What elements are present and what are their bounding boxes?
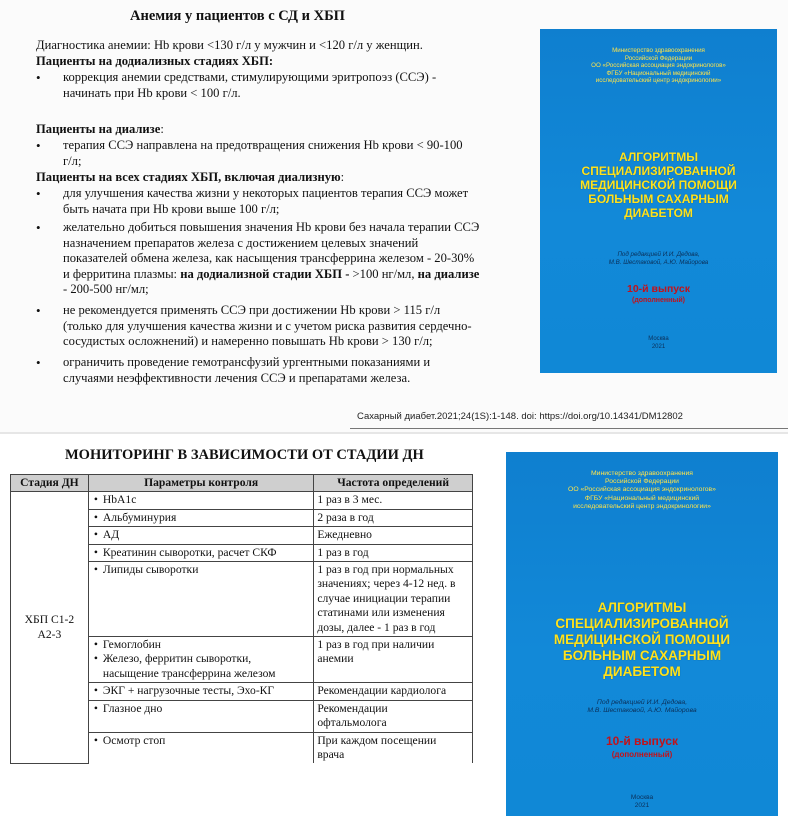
- freq-line: 1 раз в год при нормальных: [317, 563, 454, 577]
- freq-cell: [314, 562, 473, 637]
- cover-city-name: Москва: [648, 336, 669, 342]
- editor-line: Под редакцией И.И. Дедова,: [617, 251, 700, 258]
- bullet-line: - 200-500 нг/мл;: [63, 282, 149, 297]
- bullet-iron-therapy: [63, 220, 499, 298]
- param-cell: [88, 637, 313, 683]
- param-item: • Креатинин сыворотки, расчет СКФ: [103, 546, 310, 560]
- table-row: [11, 492, 473, 509]
- publisher-line: Российской Федерации: [624, 54, 693, 62]
- bullet-line: показателей обмена железа, как насыщения трансферрина железом - 20-30%: [63, 251, 475, 266]
- cover-title-line: СПЕЦИАЛИЗИРОВАННОЙ: [581, 164, 736, 178]
- bullet-line: г/л;: [63, 153, 82, 168]
- cover-title-line: ДИАБЕТОМ: [624, 206, 693, 220]
- cover-title-line: БОЛЬНЫМ САХАРНЫМ: [588, 192, 729, 206]
- book-cover-top: [540, 29, 777, 373]
- ferritin-dialysis: на диализе: [417, 266, 480, 281]
- freq-line: врача: [317, 747, 345, 761]
- bullet-line: • терапия ССЭ направлена на предотвращения снижения Hb крови < 90-100: [63, 138, 463, 152]
- section-header-all-stages: [36, 170, 344, 186]
- publisher-line: ФГБУ «Национальный медицинский: [606, 69, 711, 77]
- param-cell: [88, 527, 313, 544]
- freq-cell: [314, 527, 473, 544]
- publisher-line: ОО «Российская ассоциация эндокринологов»: [568, 486, 716, 494]
- bullet-dialysis: [63, 138, 499, 169]
- freq-line: 1 раз в 3 мес.: [317, 493, 383, 507]
- freq-cell: [314, 492, 473, 509]
- param-item: • HbA1c: [103, 493, 310, 507]
- bullet-transfusion: [63, 355, 499, 386]
- header-colon: :: [340, 170, 345, 184]
- param-item: • Осмотр стоп: [103, 734, 310, 748]
- bullet-no-esa: [63, 303, 499, 350]
- ferritin-text: и ферритина плазмы:: [63, 266, 181, 281]
- freq-line: случае инициации терапии: [317, 591, 451, 605]
- freq-line: Рекомендации: [317, 701, 388, 715]
- freq-line: 2 раза в год: [317, 510, 374, 524]
- publisher-line: ФГБУ «Национальный медицинский: [584, 494, 700, 502]
- freq-line: офтальмолога: [317, 716, 387, 730]
- param-item-line: Железо, ферритин сыворотки,: [102, 652, 252, 666]
- bullet-line: назначением препаратов железа с достижением целевых значений: [63, 235, 419, 250]
- cover-year: 2021: [634, 802, 650, 809]
- section-header-predialysis: Пациенты на додиализных стадиях ХБП:: [36, 54, 274, 68]
- freq-line: 1 раз в год при наличии: [317, 638, 435, 652]
- freq-line: Рекомендации кардиолога: [317, 684, 447, 698]
- diagnosis-text: Диагностика анемии: Hb крови <130 г/л у мужчин и <120 г/л у женщин.: [36, 38, 423, 52]
- param-item: • Альбуминурия: [103, 511, 310, 525]
- header-stage: Стадия ДН: [11, 475, 89, 492]
- bullet-quality-of-life: [63, 186, 499, 217]
- cover-city: [540, 335, 777, 351]
- freq-cell: [314, 700, 473, 732]
- bullet-line: сосудистых осложнений) и намеренно повышать Hb крови > 130 г/л;: [63, 334, 433, 349]
- stage-cell: [11, 492, 89, 763]
- cover-city-name: Москва: [630, 794, 654, 801]
- param-cell: [88, 700, 313, 732]
- slide-title-monitoring: МОНИТОРИНГ В ЗАВИСИМОСТИ ОТ СТАДИИ ДН: [65, 447, 424, 463]
- cover-title-line: ДИАБЕТОМ: [603, 664, 681, 679]
- section-header-dialysis: [36, 122, 164, 138]
- publisher-line: Российской Федерации: [605, 478, 679, 486]
- publisher-line: Министерство здравоохранения: [591, 470, 693, 477]
- editor-line: Под редакцией И.И. Дедова,: [596, 699, 688, 706]
- citation-underline: [350, 428, 788, 429]
- cover-title: [506, 600, 778, 680]
- cover-title-line: АЛГОРИТМЫ: [597, 600, 687, 615]
- param-item: [103, 652, 310, 681]
- param-cell: [88, 683, 313, 700]
- param-item: • ЭКГ + нагрузочные тесты, Эхо-КГ: [103, 684, 310, 698]
- cover-issue: 10-й выпуск: [627, 283, 690, 295]
- bullet-predialysis: [63, 70, 499, 101]
- bullet-line: • ограничить проведение гемотрансфузий ургентными показаниями и: [63, 355, 431, 369]
- header-colon: :: [160, 122, 164, 136]
- table-header-row: [11, 475, 473, 492]
- freq-line: дозы, далее - 1 раз в год: [317, 620, 436, 634]
- section-header-all-stages-text: Пациенты на всех стадиях ХБП, включая диализную: [36, 170, 341, 184]
- cover-title-line: БОЛЬНЫМ САХАРНЫМ: [562, 648, 722, 663]
- freq-line: 1 раз в год: [317, 545, 369, 559]
- bullet-line: случаями неэффективности лечения ССЭ и препаратами железа.: [63, 370, 411, 385]
- cover-editors: [540, 251, 777, 267]
- param-item: • Глазное дно: [103, 702, 310, 716]
- cover-editors: [506, 699, 778, 715]
- publisher-line: исследовательский центр эндокринологии»: [595, 77, 722, 85]
- bullet-line-ferritin: [63, 267, 499, 283]
- cover-title-line: МЕДИЦИНСКОЙ ПОМОЩИ: [553, 632, 731, 647]
- bullet-line: • не рекомендуется применять ССЭ при достижении Hb крови > 115 г/л: [63, 303, 441, 317]
- book-cover-bottom: [506, 452, 778, 816]
- freq-line: анемии: [317, 652, 354, 666]
- cover-issue: 10-й выпуск: [606, 734, 678, 748]
- ferritin-predialysis: на додиализной стадии ХБП -: [180, 266, 353, 281]
- stage-line: ХБП С1-2: [24, 613, 75, 627]
- freq-cell: [314, 509, 473, 526]
- freq-line: Ежедневно: [317, 528, 372, 542]
- bullet-line: • коррекция анемии средствами, стимулирующими эритропоэз (ССЭ) -: [63, 70, 437, 84]
- freq-cell: [314, 683, 473, 700]
- cover-publishers: [506, 470, 778, 511]
- bullet-line: • желательно добиться повышения значения Hb крови без начала терапии ССЭ: [63, 220, 480, 234]
- editor-line: М.В. Шестаковой, А.Ю. Майорова: [608, 259, 709, 266]
- param-cell: [88, 732, 313, 763]
- freq-line: При каждом посещении: [317, 733, 437, 747]
- monitoring-table: [10, 474, 473, 764]
- cover-year: 2021: [651, 344, 666, 350]
- citation-link[interactable]: Сахарный диабет.2021;24(1S):1-148. doi: https://doi.org/10.14341/DM12802: [357, 411, 683, 422]
- publisher-line: Министерство здравоохранения: [612, 47, 705, 54]
- cover-city: [506, 794, 778, 810]
- bullet-line: (только для улучшения качества жизни и с учетом риска развития сердечно-: [63, 318, 472, 333]
- header-frequency: Частота определений: [314, 475, 473, 492]
- freq-line: статинами или изменения: [317, 606, 445, 620]
- bullet-line: быть начата при Hb крови выше 100 г/л;: [63, 201, 280, 216]
- param-cell: [88, 544, 313, 561]
- editor-line: М.В. Шестаковой, А.Ю. Майорова: [587, 707, 697, 714]
- cover-issue-note: (дополненный): [631, 297, 686, 304]
- slide-title-anemia: Анемия у пациентов с СД и ХБП: [130, 8, 345, 24]
- section-header-dialysis-text: Пациенты на диализе: [36, 122, 161, 136]
- param-cell: [88, 492, 313, 509]
- header-params: Параметры контроля: [88, 475, 313, 492]
- param-cell: [88, 509, 313, 526]
- ferritin-value: >100 нг/мл,: [352, 266, 418, 281]
- param-item-line: насыщение трансферрина железом: [102, 666, 276, 680]
- cover-publishers: [540, 47, 777, 85]
- bullet-line: • для улучшения качества жизни у некоторых пациентов терапия ССЭ может: [63, 186, 469, 200]
- cover-title-line: СПЕЦИАЛИЗИРОВАННОЙ: [555, 616, 729, 631]
- cover-title-line: АЛГОРИТМЫ: [619, 150, 698, 164]
- stage-line: А2-3: [37, 627, 62, 641]
- freq-line: значениях; через 4-12 нед. в: [317, 577, 456, 591]
- bullet-line: начинать при Hb крови < 100 г/л.: [63, 85, 241, 100]
- freq-cell: [314, 544, 473, 561]
- param-item: • Гемоглобин: [103, 638, 310, 652]
- cover-title: [540, 150, 777, 220]
- param-item: • АД: [103, 528, 310, 542]
- publisher-line: исследовательский центр эндокринологии»: [573, 502, 711, 510]
- param-item: • Липиды сыворотки: [103, 563, 310, 577]
- cover-title-line: МЕДИЦИНСКОЙ ПОМОЩИ: [580, 178, 737, 192]
- freq-cell: [314, 732, 473, 763]
- param-cell: [88, 562, 313, 637]
- publisher-line: ОО «Российская ассоциация эндокринологов»: [591, 62, 726, 70]
- freq-cell: [314, 637, 473, 683]
- cover-issue-note: (дополненный): [611, 750, 673, 759]
